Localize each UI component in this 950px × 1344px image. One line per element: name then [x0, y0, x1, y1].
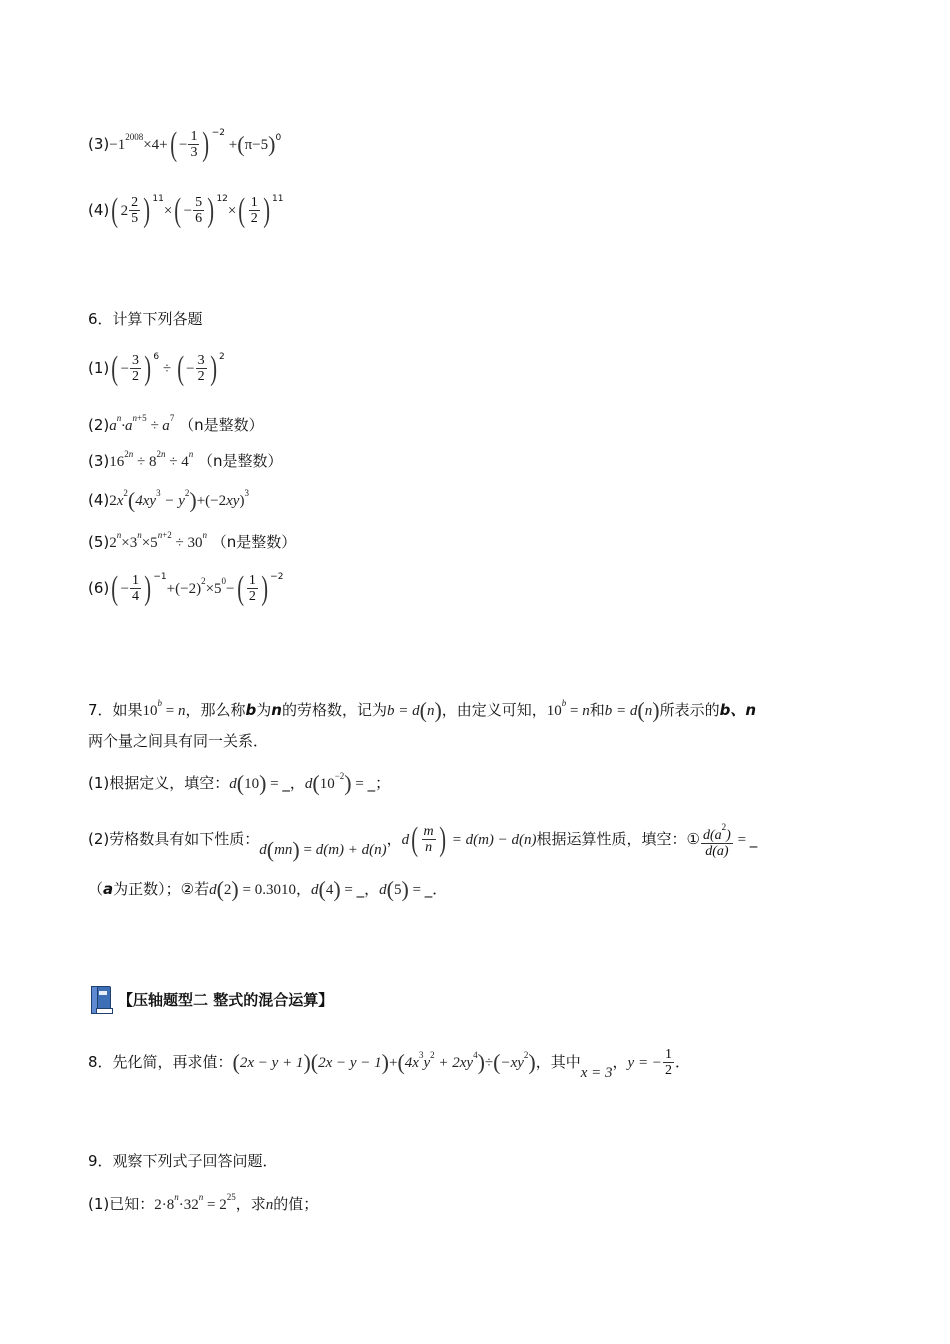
problem-6-part-6: (6)( − $\frac{1}{4}$ ) $^{-1}+(-2)^2\times 5^0-$( $\frac{1}{2}$ ) $^{-2}$	[88, 569, 284, 607]
problem-5-part-4: (4)( 2 $\frac{2}{5}$ ) $^{11}$×( − $\frac{5}{6}$ ) $^{12}$×( $\frac{1}{2}$ ) $^{11}$	[88, 191, 284, 229]
problem-7-part-2-cont: （a为正数）；②若d(2) = 0.3010，d(4) = _，d(5) = _．	[88, 876, 448, 902]
problem-6-part-1: (1)( − $\frac{3}{2}$ ) $^6$ ÷ ( − $\frac{3}{2}$ ) $^2$	[88, 349, 225, 387]
problem-7-part-1: (1)根据定义，填空：d(10) = _，$d(10^{-2})$ = _；	[88, 770, 391, 796]
problem-7-part-2: (2)劳格数具有如下性质：d(mn) = d(m) + d(n)，d( $\frac{m}{n}$ ) = d(m) − d(n)根据运算性质，填空：① $\frac{d(a^2)}{d(a)}$ = _	[88, 820, 758, 862]
problem-7-line-1: 7．如果$10^b = n$，那么称b为n的劳格数，记为b = d(n)，由定义可知，$10^b = n$和b = d(n)所表示的b、n	[88, 697, 756, 723]
problem-8: 8．先化简，再求值：$(2x - y + 1)(2x - y - 1)+(4x^3y^2 + 2xy^4)\div(-xy^2)$，其中x = 3，y = − $\frac{1}{2}$ ．	[88, 1047, 690, 1081]
problem-6-part-2: $(2)a^n\cdot a^{n+5} \div a^7$ （n是整数）	[88, 413, 264, 434]
problem-5-part-3: $(3)-1^{2008}\times 4+$( − $\frac{1}{3}$ ) $^{-2} +(\pi-5)^0$	[88, 125, 282, 163]
section-header	[88, 984, 333, 1014]
problem-6-stem: 6．计算下列各题	[88, 310, 203, 328]
problem-9-part-1: (1)已知：$2\cdot 8^n\cdot 32^n = 2^{25}$，求n的值；	[88, 1192, 319, 1213]
problem-9-stem: 9．观察下列式子回答问题．	[88, 1152, 278, 1170]
problem-6-part-3: $(3)16^{2n} \div 8^{2n} \div 4^n$ （n是整数）	[88, 449, 283, 470]
section-title: 【压轴题型二 整式的混合运算】	[118, 990, 334, 1009]
problem-6-part-5: $(5)2^n\times 3^n\times 5^{n+2} \div 30^n$ （n是整数）	[88, 530, 297, 551]
problem-7-line-2: 两个量之间具有同一关系．	[88, 732, 269, 750]
book-icon	[88, 984, 114, 1014]
problem-6-part-4: $(4)2x^2(4xy^3 - y^2)+(-2xy)^3$	[88, 487, 249, 513]
